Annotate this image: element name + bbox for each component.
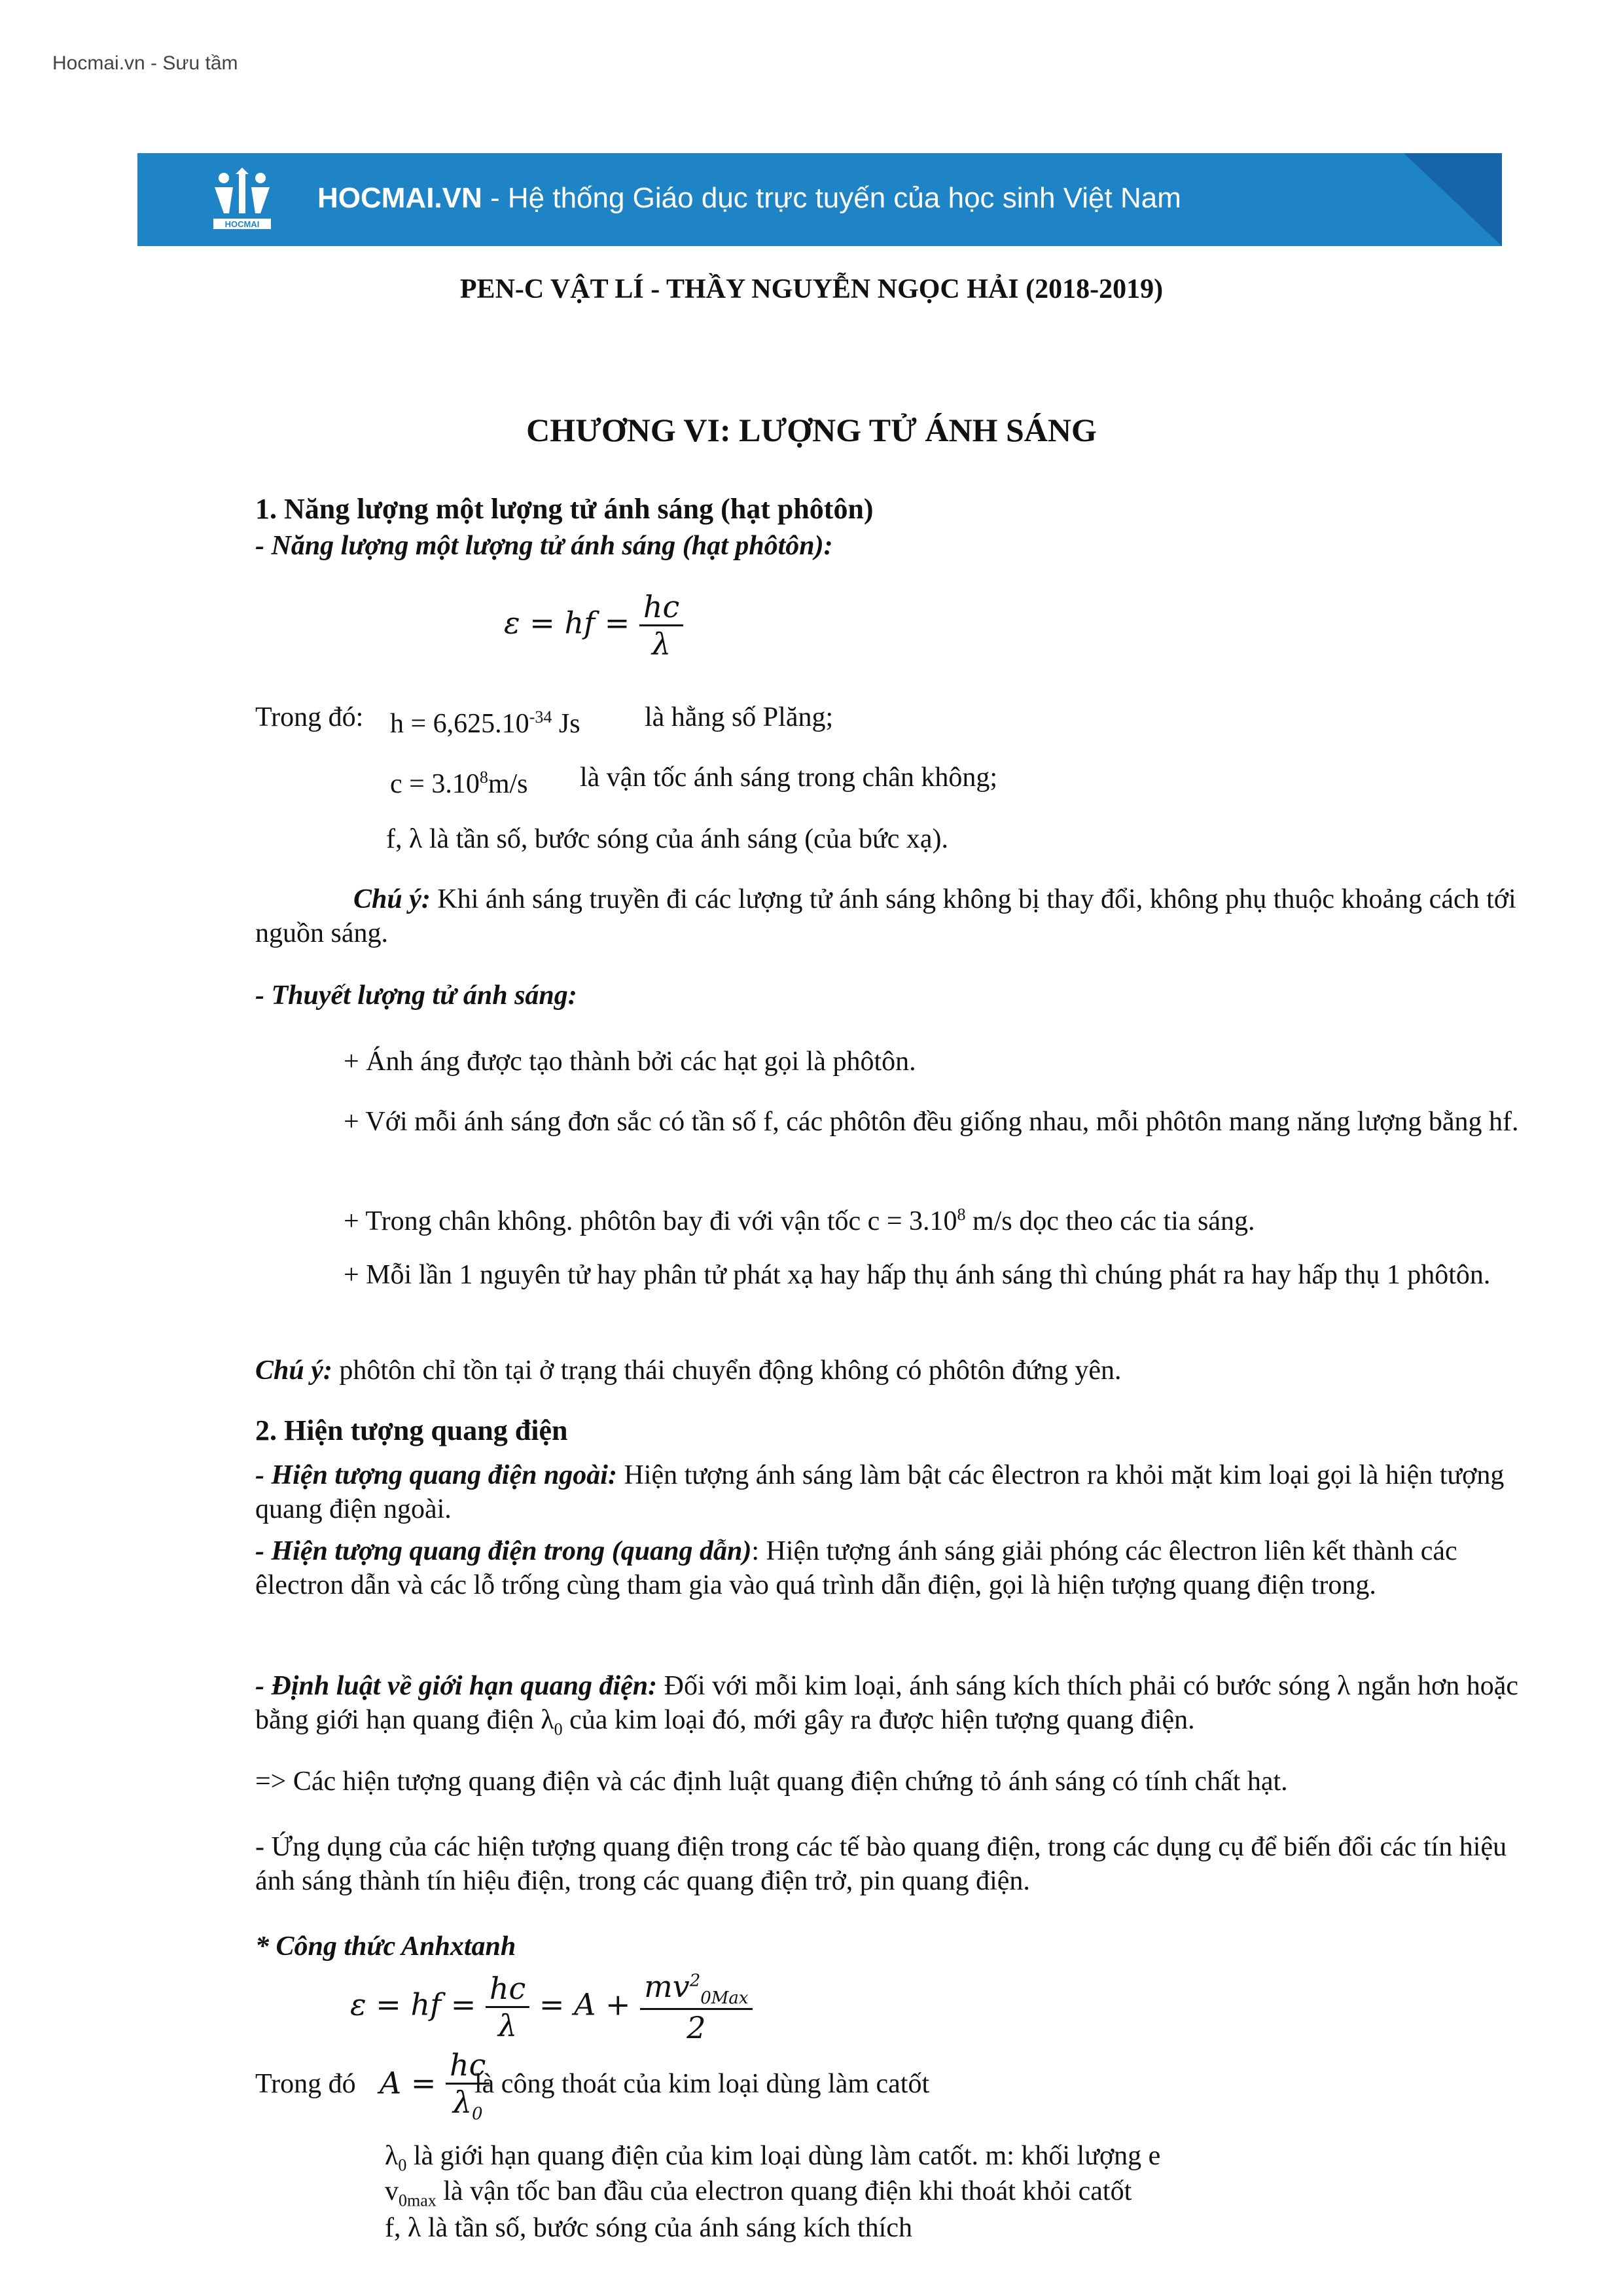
frequency-description-2: f, λ là tần số, bước sóng của ánh sáng kích thích <box>385 2213 912 2243</box>
light-speed-value: c = 3.10 <box>390 769 480 799</box>
work-function-den-sub: 0 <box>472 2104 483 2125</box>
law-subscript: 0 <box>554 1719 563 1739</box>
work-function-lhs: A = <box>380 2065 446 2101</box>
chapter-title: CHƯƠNG VI: LƯỢNG TỬ ÁNH SÁNG <box>526 412 1097 448</box>
photon-energy-formula <box>504 589 683 662</box>
einstein-mid: = A + <box>529 1986 641 2022</box>
note-2-label: Chú ý: <box>255 1355 332 1386</box>
theory-item-3-exponent: 8 <box>957 1205 966 1224</box>
internal-photoeffect <box>255 1534 1538 1602</box>
where-2-label: Trong đó <box>255 2069 356 2099</box>
header-banner <box>137 153 1502 246</box>
note-1 <box>255 882 1531 950</box>
light-speed <box>390 761 528 801</box>
lambda0-text: là giới hạn quang điện của kim loại dùng làm catốt. m: khối lượng e <box>406 2141 1161 2171</box>
einstein-lhs: ε = hf = <box>350 1986 486 2022</box>
einstein-fraction-2 <box>640 1969 752 2045</box>
brand-tagline: - Hệ thống Giáo dục trực tuyến của học sinh Việt Nam <box>482 182 1181 214</box>
internal-photoeffect-text: : Hiện tượng ánh sáng giải phóng các êlectron liên kết thành các êlectron dẫn và các lỗ trống cùng tham gia vào quá trình dẫn điện, gọi là hiện tượng quang điện trong. <box>255 1536 1457 1600</box>
section-1-heading: 1. Năng lượng một lượng tử ánh sáng (hạt phôtôn) <box>255 493 874 525</box>
v0-symbol: v <box>385 2176 399 2206</box>
section-2-heading: 2. Hiện tượng quang điện <box>255 1414 568 1446</box>
planck-description: là hằng số Plăng; <box>645 702 834 732</box>
work-function-description: là công thoát của kim loại dùng làm catốt <box>474 2069 930 2099</box>
theory-heading: - Thuyết lượng tử ánh sáng: <box>255 980 577 1011</box>
einstein-den-1: λ <box>498 2008 518 2044</box>
external-photoeffect-label: - Hiện tượng quang điện ngoài: <box>255 1460 617 1490</box>
planck-constant <box>390 700 580 741</box>
source-label: Hocmai.vn - Sưu tầm <box>52 52 238 74</box>
frequency-description: f, λ là tần số, bước sóng của ánh sáng (của bức xạ). <box>386 824 948 854</box>
banner-brand <box>317 182 1181 215</box>
conclusion: => Các hiện tượng quang điện và các định luật quang điện chứng tỏ ánh sáng có tính chất hạt. <box>255 1767 1288 1797</box>
einstein-den-2: 2 <box>687 2010 706 2046</box>
light-speed-exponent: 8 <box>479 768 488 787</box>
law-text: Đối với mỗi kim loại, ánh sáng kích thích phải có bước sóng λ ngắn hơn hoặc bằng giới hạn quang điện λ <box>255 1671 1519 1735</box>
work-function-formula <box>380 2047 490 2124</box>
theory-item-3 <box>344 1198 1255 1238</box>
lambda0-sub: 0 <box>398 2155 407 2175</box>
where-label: Trong đó: <box>255 702 364 732</box>
logo-caption: HOCMAI <box>224 219 260 229</box>
einstein-num-2-sup: 2 <box>689 1971 701 1991</box>
photoelectric-limit-law <box>255 1669 1538 1746</box>
work-function-den-base: λ <box>452 2085 473 2120</box>
einstein-num-2-base: mv <box>644 1969 690 2004</box>
note-1-text: Khi ánh sáng truyền đi các lượng tử ánh sáng không bị thay đổi, không phụ thuộc khoảng cách tới nguồn sáng. <box>255 884 1516 948</box>
einstein-fraction-1 <box>486 1971 529 2043</box>
einstein-num-1: hc <box>486 1971 529 2008</box>
formula-denominator: λ <box>652 626 671 662</box>
external-photoeffect <box>255 1458 1538 1526</box>
formula-fraction <box>639 589 683 662</box>
note-2 <box>255 1354 1121 1388</box>
document-title: PEN-C VẬT LÍ - THẦY NGUYỄN NGỌC HẢI (2018-2019) <box>459 274 1164 304</box>
planck-value: h = 6,625.10 <box>390 709 529 739</box>
planck-unit: Js <box>552 709 580 739</box>
work-function-num: hc <box>446 2047 490 2085</box>
theory-item-3-tail: m/s dọc theo các tia sáng. <box>965 1206 1255 1236</box>
section-1-subheading: - Năng lượng một lượng tử ánh sáng (hạt phôtôn): <box>255 531 833 561</box>
application: - Ứng dụng của các hiện tượng quang điện trong các tế bào quang điện, trong các dụng cụ để biến đổi các tín hiệu ánh sáng thành tín hiệu điện, trong các quang điện trở, pin quang điện. <box>255 1832 1507 1896</box>
einstein-num-2-sub: 0Max <box>700 1988 749 2009</box>
einstein-num-2 <box>640 1969 752 2010</box>
law-label: - Định luật về giới hạn quang điện: <box>255 1671 658 1701</box>
theory-item-4: + Mỗi lần 1 nguyên tử hay phân tử phát xạ hay hấp thụ ánh sáng thì chúng phát ra hay hấp thụ 1 phôtôn. <box>344 1260 1491 1290</box>
theory-item-3-text: + Trong chân không. phôtôn bay đi với vận tốc c = 3.10 <box>344 1206 957 1236</box>
light-speed-description: là vận tốc ánh sáng trong chân không; <box>580 762 997 793</box>
banner-accent <box>1404 153 1502 246</box>
einstein-heading: * Công thức Anhxtanh <box>255 1931 516 1962</box>
note-1-label: Chú ý: <box>353 884 431 914</box>
law-text-tail: của kim loại đó, mới gây ra được hiện tượng quang điện. <box>562 1705 1195 1735</box>
theory-item-1: + Ánh áng được tạo thành bởi các hạt gọi là phôtôn. <box>344 1047 916 1077</box>
einstein-formula <box>350 1969 753 2045</box>
formula-numerator: hc <box>639 589 683 626</box>
note-2-text: phôtôn chỉ tồn tại ở trạng thái chuyển động không có phôtôn đứng yên. <box>332 1355 1122 1386</box>
lambda0-symbol: λ <box>385 2141 399 2171</box>
brand-name: HOCMAI.VN <box>317 182 482 214</box>
planck-exponent: -34 <box>529 708 552 726</box>
hocmai-logo-icon <box>209 168 275 233</box>
theory-item-2: + Với mỗi ánh sáng đơn sắc có tần số f, các phôtôn đều giống nhau, mỗi phôtôn mang năng lượng bằng hf. <box>344 1107 1519 1137</box>
light-speed-unit: m/s <box>488 769 528 799</box>
formula-lhs: ε = hf = <box>504 605 639 641</box>
external-photoeffect-text: Hiện tượng ánh sáng làm bật các êlectron ra khỏi mặt kim loại gọi là hiện tượng quang điện ngoài. <box>255 1460 1505 1524</box>
internal-photoeffect-label: - Hiện tượng quang điện trong (quang dẫn) <box>255 1536 752 1566</box>
v0-sub: 0max <box>399 2191 437 2210</box>
v0-text: là vận tốc ban đầu của electron quang điện khi thoát khỏi catốt <box>436 2176 1132 2206</box>
